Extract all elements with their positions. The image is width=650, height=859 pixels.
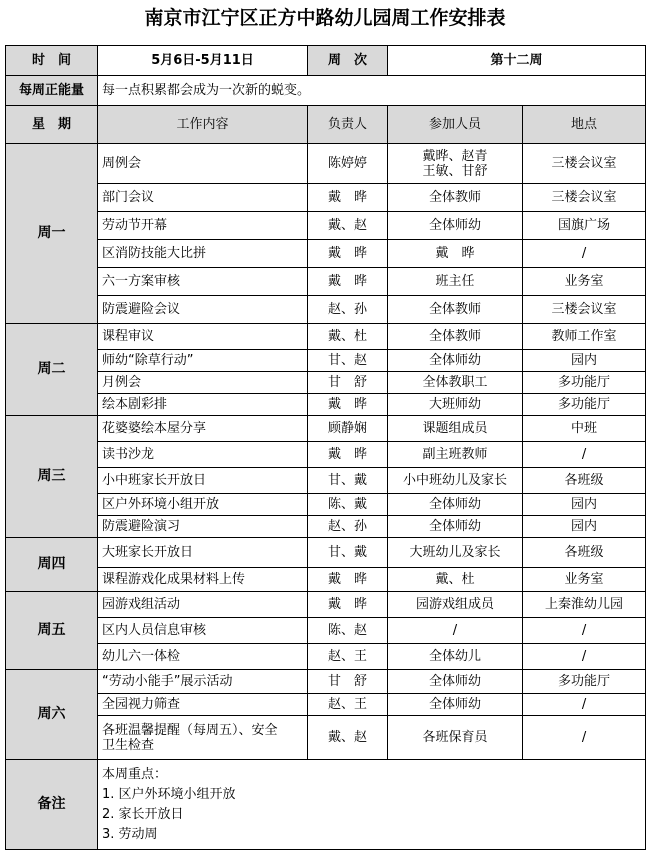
row-participants: 全体教师 [388, 296, 523, 324]
row-location: / [523, 442, 646, 468]
energy-row [6, 76, 646, 106]
table-row [6, 538, 646, 568]
table-row [6, 240, 646, 268]
row-location: 园内 [523, 494, 646, 516]
row-content: “劳动小能手”展示活动 [98, 670, 308, 694]
row-content: 防震避险演习 [98, 516, 308, 538]
row-location: / [523, 694, 646, 716]
row-participants: 全体教师 [388, 184, 523, 212]
day-thursday: 周四 [6, 538, 98, 592]
row-owner: 赵、王 [308, 694, 388, 716]
row-location: / [523, 716, 646, 760]
row-content: 幼儿六一体检 [98, 644, 308, 670]
row-location: 多功能厅 [523, 670, 646, 694]
row-content: 区户外环境小组开放 [98, 494, 308, 516]
row-participants: 全体师幼 [388, 350, 523, 372]
row-content: 区内人员信息审核 [98, 618, 308, 644]
content-line-1: 各班温馨提醒（每周五）、安全 [102, 722, 278, 738]
day-wednesday: 周三 [6, 416, 98, 538]
table-row [6, 268, 646, 296]
row-owner: 甘、戴 [308, 538, 388, 568]
row-owner: 戴 晔 [308, 394, 388, 416]
row-content: 周例会 [98, 144, 308, 184]
row-owner: 赵、孙 [308, 296, 388, 324]
table-row [6, 144, 646, 184]
row-content: 大班家长开放日 [98, 538, 308, 568]
row-participants: 各班保育员 [388, 716, 523, 760]
table-row [6, 670, 646, 694]
table-row [6, 212, 646, 240]
row-participants: 全体师幼 [388, 516, 523, 538]
table-row [6, 592, 646, 618]
row-owner: 戴 晔 [308, 568, 388, 592]
row-owner: 赵、王 [308, 644, 388, 670]
row-location: 教师工作室 [523, 324, 646, 350]
row-participants: 大班幼儿及家长 [388, 538, 523, 568]
energy-text: 每一点积累都会成为一次新的蜕变。 [98, 76, 646, 106]
row-location: 各班级 [523, 538, 646, 568]
row-content: 全园视力筛查 [98, 694, 308, 716]
row-owner: 甘、赵 [308, 350, 388, 372]
row-participants: 全体师幼 [388, 670, 523, 694]
notes-item: 1. 区户外环境小组开放 [102, 786, 236, 802]
row-location: 业务室 [523, 268, 646, 296]
row-participants [388, 144, 523, 184]
row-owner: 陈、戴 [308, 494, 388, 516]
row-location: 多功能厅 [523, 372, 646, 394]
schedule-table [5, 45, 646, 850]
day-monday: 周一 [6, 144, 98, 324]
row-location: 国旗广场 [523, 212, 646, 240]
row-content: 花婆婆绘本屋分享 [98, 416, 308, 442]
row-location: 各班级 [523, 468, 646, 494]
row-participants: 全体教师 [388, 324, 523, 350]
row-participants: 小中班幼儿及家长 [388, 468, 523, 494]
table-row [6, 468, 646, 494]
row-content: 六一方案审核 [98, 268, 308, 296]
notes-item: 2. 家长开放日 [102, 806, 184, 822]
time-label: 时 间 [6, 46, 98, 76]
week-label: 周 次 [308, 46, 388, 76]
row-location: 三楼会议室 [523, 296, 646, 324]
table-row [6, 372, 646, 394]
row-owner: 甘 舒 [308, 372, 388, 394]
notes-heading: 本周重点： [102, 766, 168, 782]
col-location: 地点 [523, 106, 646, 144]
col-participants: 参加人员 [388, 106, 523, 144]
row-location: / [523, 644, 646, 670]
table-row [6, 184, 646, 212]
day-friday: 周五 [6, 592, 98, 670]
row-content: 读书沙龙 [98, 442, 308, 468]
row-owner: 戴、赵 [308, 212, 388, 240]
row-participants: 全体师幼 [388, 694, 523, 716]
notes-content [98, 760, 646, 850]
row-owner: 戴 晔 [308, 184, 388, 212]
row-location: 上秦淮幼儿园 [523, 592, 646, 618]
row-owner: 戴 晔 [308, 592, 388, 618]
row-content: 劳动节开幕 [98, 212, 308, 240]
row-participants: 课题组成员 [388, 416, 523, 442]
table-row [6, 324, 646, 350]
notes-item: 3. 劳动周 [102, 826, 158, 842]
day-tuesday: 周二 [6, 324, 98, 416]
table-row [6, 416, 646, 442]
row-owner: 顾静娴 [308, 416, 388, 442]
row-location: 园内 [523, 516, 646, 538]
table-row [6, 516, 646, 538]
row-participants: 戴 晔 [388, 240, 523, 268]
row-owner: 戴 晔 [308, 442, 388, 468]
row-location: 园内 [523, 350, 646, 372]
col-day: 星 期 [6, 106, 98, 144]
row-participants: 副主班教师 [388, 442, 523, 468]
date-range: 5月6日-5月11日 [98, 46, 308, 76]
day-saturday: 周六 [6, 670, 98, 760]
row-location: 多功能厅 [523, 394, 646, 416]
row-participants: 戴、杜 [388, 568, 523, 592]
row-location: 三楼会议室 [523, 184, 646, 212]
col-content: 工作内容 [98, 106, 308, 144]
row-owner: 戴 晔 [308, 240, 388, 268]
table-row [6, 394, 646, 416]
notes-row [6, 760, 646, 850]
row-owner: 戴、赵 [308, 716, 388, 760]
row-content: 防震避险会议 [98, 296, 308, 324]
row-participants: 全体师幼 [388, 494, 523, 516]
row-owner: 陈、赵 [308, 618, 388, 644]
row-participants: / [388, 618, 523, 644]
row-location: 业务室 [523, 568, 646, 592]
row-owner: 戴 晔 [308, 268, 388, 296]
participants-line-1: 戴晔、赵青 [422, 148, 488, 164]
row-owner: 赵、孙 [308, 516, 388, 538]
row-content: 课程审议 [98, 324, 308, 350]
row-content [98, 716, 308, 760]
row-owner: 甘、戴 [308, 468, 388, 494]
notes-label: 备注 [6, 760, 98, 850]
row-owner: 戴、杜 [308, 324, 388, 350]
col-owner: 负责人 [308, 106, 388, 144]
row-location: 中班 [523, 416, 646, 442]
table-row [6, 694, 646, 716]
table-row [6, 296, 646, 324]
row-location: / [523, 240, 646, 268]
week-value: 第十二周 [388, 46, 646, 76]
header-row [6, 46, 646, 76]
row-content: 园游戏组活动 [98, 592, 308, 618]
table-row [6, 618, 646, 644]
column-header-row [6, 106, 646, 144]
row-participants: 班主任 [388, 268, 523, 296]
row-owner: 甘 舒 [308, 670, 388, 694]
row-content: 区消防技能大比拼 [98, 240, 308, 268]
row-content: 月例会 [98, 372, 308, 394]
row-content: 绘本剧彩排 [98, 394, 308, 416]
table-row [6, 350, 646, 372]
table-row [6, 716, 646, 760]
row-location: / [523, 618, 646, 644]
row-participants: 全体教职工 [388, 372, 523, 394]
row-participants: 大班师幼 [388, 394, 523, 416]
row-content: 小中班家长开放日 [98, 468, 308, 494]
row-content: 课程游戏化成果材料上传 [98, 568, 308, 592]
table-row [6, 568, 646, 592]
page-title: 南京市江宁区正方中路幼儿园周工作安排表 [144, 7, 506, 29]
table-row [6, 494, 646, 516]
table-row [6, 644, 646, 670]
row-content: 师幼“除草行动” [98, 350, 308, 372]
content-line-2: 卫生检查 [102, 737, 155, 753]
table-row [6, 442, 646, 468]
participants-line-2: 王敏、甘舒 [422, 163, 488, 179]
row-participants: 全体幼儿 [388, 644, 523, 670]
energy-label: 每周正能量 [6, 76, 98, 106]
row-content: 部门会议 [98, 184, 308, 212]
row-location: 三楼会议室 [523, 144, 646, 184]
row-participants: 园游戏组成员 [388, 592, 523, 618]
row-participants: 全体师幼 [388, 212, 523, 240]
row-owner: 陈婷婷 [308, 144, 388, 184]
